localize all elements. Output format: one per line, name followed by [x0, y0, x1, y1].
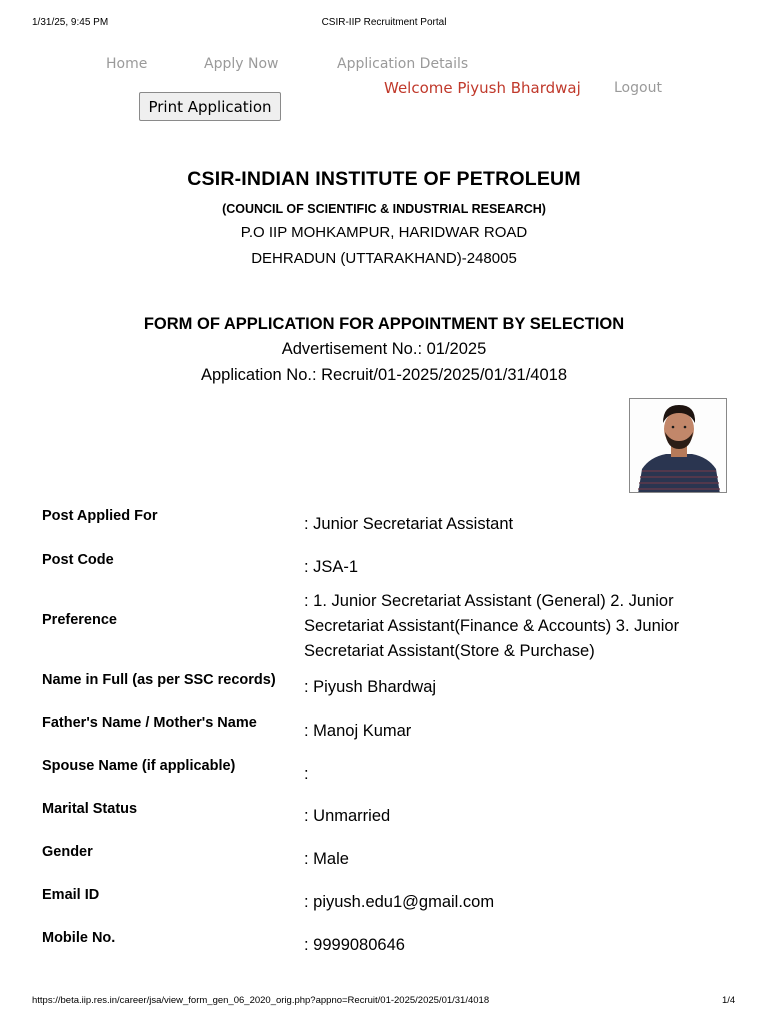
field-value-post-applied: : Junior Secretariat Assistant	[304, 515, 514, 533]
field-label-post-applied: Post Applied For	[42, 508, 158, 524]
field-label-mobile: Mobile No.	[42, 930, 116, 946]
print-datetime: 1/31/25, 9:45 PM	[32, 17, 109, 28]
field-value-marital-status: : Unmarried	[304, 807, 391, 825]
field-label-full-name: Name in Full (as per SSC records)	[42, 672, 276, 688]
advertisement-number: Advertisement No.: 01/2025	[281, 340, 487, 358]
field-value-gender: : Male	[304, 850, 349, 868]
institute-address-line2: DEHRADUN (UTTARAKHAND)-248005	[251, 250, 517, 267]
field-label-email: Email ID	[42, 887, 100, 903]
field-value-post-code: : JSA-1	[304, 558, 359, 576]
print-footer-url: https://beta.iip.res.in/career/jsa/view_form_gen_06_2020_orig.php?appno=Recruit/01-2025/2025/01/31/4018	[32, 995, 490, 1006]
field-value-full-name: : Piyush Bhardwaj	[304, 678, 437, 696]
nav-home-link[interactable]: Home	[106, 56, 148, 72]
applicant-photo-image	[630, 399, 727, 493]
field-label-gender: Gender	[42, 844, 93, 860]
print-application-button[interactable]: Print Application	[139, 92, 281, 121]
field-value-mobile: : 9999080646	[304, 936, 405, 954]
institute-address-line1: P.O IIP MOHKAMPUR, HARIDWAR ROAD	[240, 224, 528, 241]
print-header	[0, 17, 768, 31]
top-navigation	[0, 52, 768, 132]
form-title: FORM OF APPLICATION FOR APPOINTMENT BY SELECTION	[143, 315, 625, 333]
institute-council: (COUNCIL OF SCIENTIFIC & INDUSTRIAL RESEARCH)	[222, 202, 546, 216]
welcome-user-text: Welcome Piyush Bhardwaj	[384, 79, 581, 97]
field-label-parent-name: Father's Name / Mother's Name	[42, 715, 257, 731]
field-value-email: : piyush.edu1@gmail.com	[304, 893, 495, 911]
field-label-marital-status: Marital Status	[42, 801, 138, 817]
field-label-preference: Preference	[42, 612, 117, 628]
institute-name: CSIR-INDIAN INSTITUTE OF PETROLEUM	[187, 168, 581, 190]
field-label-post-code: Post Code	[42, 552, 114, 568]
field-value-spouse-name: :	[304, 765, 309, 783]
application-number: Application No.: Recruit/01-2025/2025/01/31/4018	[200, 366, 567, 384]
nav-application-details-link[interactable]: Application Details	[337, 56, 469, 72]
print-footer-page-number: 1/4	[722, 995, 736, 1006]
applicant-photo	[629, 398, 727, 493]
field-label-spouse-name: Spouse Name (if applicable)	[42, 758, 236, 774]
field-value-preference: : 1. Junior Secretariat Assistant (General) 2. Junior Secretariat Assistant(Finance & Accounts) 3. Junior Secretariat Assistant(Store & Purchase)	[304, 592, 680, 660]
nav-logout-link[interactable]: Logout	[614, 80, 662, 96]
print-page-title: CSIR-IIP Recruitment Portal	[321, 17, 447, 28]
nav-apply-now-link[interactable]: Apply Now	[204, 56, 279, 72]
field-value-parent-name: : Manoj Kumar	[304, 722, 412, 740]
